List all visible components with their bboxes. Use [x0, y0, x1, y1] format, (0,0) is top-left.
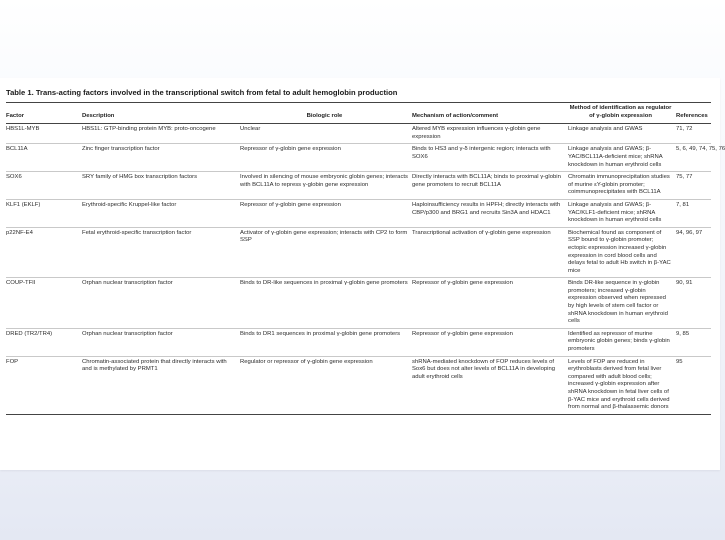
cell-references: 5, 6, 49, 74, 75, 76	[676, 144, 711, 172]
cell-factor: p22NF-E4	[6, 227, 82, 278]
cell-method: Linkage analysis and GWAS	[568, 124, 676, 144]
cell-method: Identified as repressor of murine embryonic globin genes; binds γ-globin promoters	[568, 328, 676, 356]
cell-method: Linkage analysis and GWAS; β-YAC/BCL11A-deficient mice; shRNA knockdown in human erythroid cells	[568, 144, 676, 172]
cell-biologic-role: Repressor of γ-globin gene expression	[240, 144, 412, 172]
cell-description: Chromatin-associated protein that directly interacts with and is methylated by PRMT1	[82, 356, 240, 414]
cell-description: SRY family of HMG box transcription factors	[82, 172, 240, 200]
cell-description: Zinc finger transcription factor	[82, 144, 240, 172]
cell-biologic-role: Binds to DR-like sequences in proximal γ-globin gene promoters	[240, 278, 412, 329]
table-row	[6, 144, 711, 172]
cell-factor: BCL11A	[6, 144, 82, 172]
cell-factor: SOX6	[6, 172, 82, 200]
table-row	[6, 227, 711, 278]
table-sheet	[0, 78, 725, 470]
cell-factor: FOP	[6, 356, 82, 414]
cell-references: 9, 85	[676, 328, 711, 356]
cell-description: HBS1L: GTP-binding protein MYB: proto-oncogene	[82, 124, 240, 144]
cell-references: 90, 91	[676, 278, 711, 329]
table-row	[6, 124, 711, 144]
cell-factor: HBS1L-MYB	[6, 124, 82, 144]
cell-mechanism: Binds to HS3 and γ-δ intergenic region; interacts with SOX6	[412, 144, 568, 172]
cell-mechanism: Directly interacts with BCL11A; binds to proximal γ-globin gene promoters to recruit BCL11A	[412, 172, 568, 200]
cell-references: 95	[676, 356, 711, 414]
cell-mechanism: Haploinsufficiency results in HPFH; directly interacts with CBP/p300 and BRG1 and recruits Sin3A and HDAC1	[412, 199, 568, 227]
cell-method: Biochemical found as component of SSP bound to γ-globin promoter; ectopic expression increased γ-globin expression in cord blood cells and delays fetal to adult Hb switch in β-YAC mice	[568, 227, 676, 278]
trans-acting-factors-table	[6, 102, 725, 415]
table-row	[6, 328, 711, 356]
cell-method: Levels of FOP are reduced in erythroblasts derived from fetal liver compared with adult blood cells; increased γ-globin expression after shRNA knockdown in fetal liver cells of β-YAC mice and erythroid cells derived from normal and β-thalassemic donors	[568, 356, 676, 414]
cell-method: Chromatin immunoprecipitation studies of murine εY-globin promoter; coimmunoprecipitates with BCL11A	[568, 172, 676, 200]
cell-mechanism: shRNA-mediated knockdown of FOP reduces levels of Sox6 but does not alter levels of BCL11A in developing adult erythroid cells	[412, 356, 568, 414]
header-biologic-role: Biologic role	[240, 103, 412, 124]
cell-description: Fetal erythroid-specific transcription factor	[82, 227, 240, 278]
cell-biologic-role: Involved in silencing of mouse embryonic globin genes; interacts with BCL11A to repress γ-globin gene expression	[240, 172, 412, 200]
cell-references: 75, 77	[676, 172, 711, 200]
cell-description: Orphan nuclear transcription factor	[82, 328, 240, 356]
cell-biologic-role: Activator of γ-globin gene expression; interacts with CP2 to form SSP	[240, 227, 412, 278]
table-row	[6, 199, 711, 227]
cell-description: Orphan nuclear transcription factor	[82, 278, 240, 329]
table-caption: Table 1. Trans-acting factors involved in the transcriptional switch from fetal to adult hemoglobin production	[6, 88, 398, 97]
table-header-row	[6, 103, 711, 124]
cell-biologic-role: Repressor of γ-globin gene expression	[240, 199, 412, 227]
cell-description: Erythroid-specific Kruppel-like factor	[82, 199, 240, 227]
table-row	[6, 172, 711, 200]
cell-references: 94, 96, 97	[676, 227, 711, 278]
cell-mechanism: Repressor of γ-globin gene expression	[412, 278, 568, 329]
cell-method: Linkage analysis and GWAS; β-YAC/KLF1-deficient mice; shRNA knockdown in human erythroid cells	[568, 199, 676, 227]
header-description: Description	[82, 103, 240, 124]
cell-references: 71, 72	[676, 124, 711, 144]
header-factor: Factor	[6, 103, 82, 124]
cell-biologic-role: Regulator or repressor of γ-globin gene expression	[240, 356, 412, 414]
cell-biologic-role: Binds to DR1 sequences in proximal γ-globin gene promoters	[240, 328, 412, 356]
table-row	[6, 278, 711, 329]
cell-method: Binds DR-like sequence in γ-globin promoters; increased γ-globin expression observed when repressed by high levels of stem cell factor or shRNA knockdown in human erythroid cells	[568, 278, 676, 329]
cell-factor: KLF1 (EKLF)	[6, 199, 82, 227]
cell-factor: COUP-TFII	[6, 278, 82, 329]
header-mechanism: Mechanism of action/comment	[412, 103, 568, 124]
table-row	[6, 356, 711, 414]
cell-biologic-role: Unclear	[240, 124, 412, 144]
header-method: Method of identification as regulator of γ-globin expression	[568, 103, 676, 124]
cell-mechanism: Repressor of γ-globin gene expression	[412, 328, 568, 356]
header-references: References	[676, 103, 711, 124]
cell-mechanism: Altered MYB expression influences γ-globin gene expression	[412, 124, 568, 144]
cell-mechanism: Transcriptional activation of γ-globin gene expression	[412, 227, 568, 278]
cell-factor: DRED (TR2/TR4)	[6, 328, 82, 356]
cell-references: 7, 81	[676, 199, 711, 227]
